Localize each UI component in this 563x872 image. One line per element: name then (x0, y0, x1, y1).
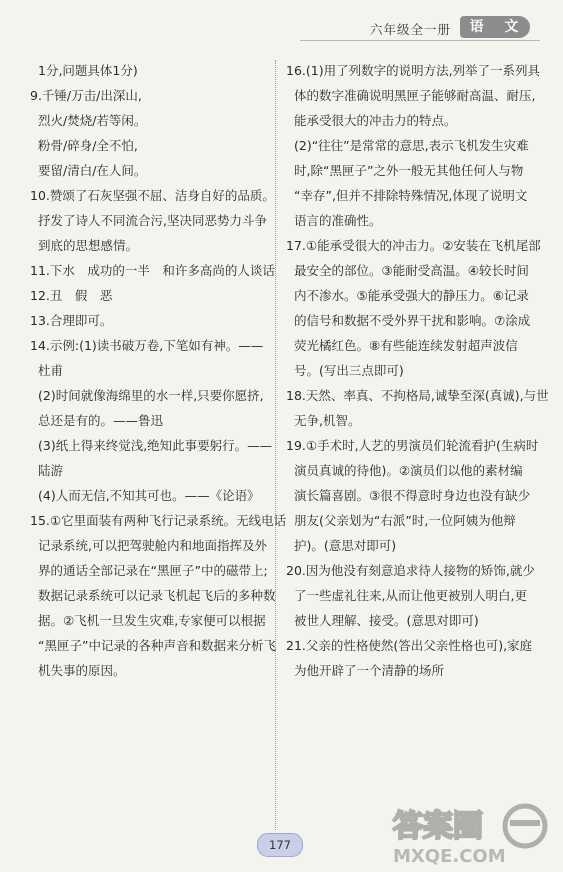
answer-line: 了一些虚礼往来,从而让他更被别人明白,更 (294, 588, 527, 603)
answer-line: (3)纸上得来终觉浅,绝知此事要躬行。—— (38, 438, 273, 453)
answer-line: 粉骨/碎身/全不怕, (38, 138, 138, 153)
answer-line: 数据记录系统可以记录飞机起飞后的多种数 (38, 588, 276, 603)
answer-line: 要留/清白/在人间。 (38, 163, 147, 178)
answer-line: 19.①手术时,人艺的男演员们轮流看护(生病时 (286, 438, 539, 453)
watermark-text-1: 答案圈 (393, 809, 483, 844)
subject-tab: 语 文 (460, 16, 530, 38)
answer-line: 演长篇喜剧。③很不得意时身边也没有缺少 (294, 488, 531, 503)
answer-line: 烈火/焚烧/若等闲。 (38, 113, 147, 128)
answer-line: “幸存”,但并不排除特殊情况,体现了说明文 (294, 188, 528, 203)
answer-line: 护)。(意思对即可) (294, 538, 397, 553)
answer-line: 总还是有的。——鲁迅 (38, 413, 164, 428)
answer-line: 被世人理解、接受。(意思对即可) (294, 613, 479, 628)
answer-line: 12.丑 假 恶 (30, 288, 113, 303)
watermark-logo (385, 798, 555, 868)
answer-line: 17.①能承受很大的冲击力。②安装在飞机尾部 (286, 238, 541, 253)
answer-line: 体的数字准确说明黑匣子能够耐高温、耐压, (294, 88, 536, 103)
page-number: 177 (257, 833, 303, 857)
answer-line: 陆游 (38, 463, 64, 478)
answer-line: 无争,机智。 (294, 413, 361, 428)
answer-line: (4)人而无信,不知其可也。——《论语》 (38, 488, 260, 503)
answer-line: 11.下水 成功的一半 和许多高尚的人谈话 (30, 263, 275, 278)
answer-line: 内不渗水。⑤能承受强大的静压力。⑥记录 (294, 288, 529, 303)
answer-line: 号。(写出三点即可) (294, 363, 404, 378)
answer-line: 语言的准确性。 (294, 213, 382, 228)
answer-line: 机失事的原因。 (38, 663, 126, 678)
answer-line: 荧光橘红色。⑧有些能连续发射超声波信 (294, 338, 518, 353)
answer-line: 21.父亲的性格使然(答出父亲性格也可),家庭 (286, 638, 533, 653)
column-divider (275, 60, 276, 830)
answer-line: (2)时间就像海绵里的水一样,只要你愿挤, (38, 388, 264, 403)
answer-line: 18.天然、率真、不拘格局,诚挚至深(真诚),与世 (286, 388, 549, 403)
answer-line: 时,除“黑匣子”之外一般无其他任何人与物 (294, 163, 524, 178)
answer-line: 抒发了诗人不同流合污,坚决同恶势力斗争 (38, 213, 267, 228)
answer-line: 1分,问题具体1分) (38, 63, 138, 78)
answer-line: 杜甫 (38, 363, 64, 378)
answer-line: 14.示例:(1)读书破万卷,下笔如有神。—— (30, 338, 264, 353)
answer-line: 最安全的部位。③能耐受高温。④较长时间 (294, 263, 529, 278)
answer-line: “黑匣子”中记录的各种声音和数据来分析飞 (38, 638, 276, 653)
grade-label: 六年级全一册 (370, 22, 452, 37)
answer-line: 到底的思想感情。 (38, 238, 139, 253)
header-rule (300, 40, 540, 41)
answer-line: 13.合理即可。 (30, 313, 113, 328)
answer-line: (2)“往往”是常常的意思,表示飞机发生灾难 (294, 138, 529, 153)
answer-column-left (30, 58, 287, 683)
page-header (300, 14, 550, 44)
answer-line: 20.因为他没有刻意追求待人接物的矫饰,就少 (286, 563, 535, 578)
answer-line: 10.赞颂了石灰坚强不屈、洁身自好的品质。 (30, 188, 275, 203)
answer-line: 为他开辟了一个清静的场所 (294, 663, 445, 678)
watermark-text-2: MXQE.COM (393, 846, 506, 867)
answer-line: 记录系统,可以把驾驶舱内和地面指挥及外 (38, 538, 267, 553)
answer-line: 据。②飞机一旦发生灾难,专家便可以根据 (38, 613, 266, 628)
answer-line: 演员真诚的待他)。②演员们以他的素材编 (294, 463, 523, 478)
answer-line: 9.千锤/万击/出深山, (30, 88, 142, 103)
answer-line: 能承受很大的冲击力的特点。 (294, 113, 457, 128)
answer-column-right (286, 58, 549, 683)
answer-line: 朋友(父亲划为“右派”时,一位阿姨为他辩 (294, 513, 516, 528)
answer-line: 15.①它里面装有两种飞行记录系统。无线电话 (30, 513, 287, 528)
answer-line: 的信号和数据不受外界干扰和影响。⑦涂成 (294, 313, 531, 328)
answer-line: 16.(1)用了列数字的说明方法,列举了一系列具 (286, 63, 541, 78)
answer-line: 界的通话全部记录在“黑匣子”中的磁带上; (38, 563, 268, 578)
